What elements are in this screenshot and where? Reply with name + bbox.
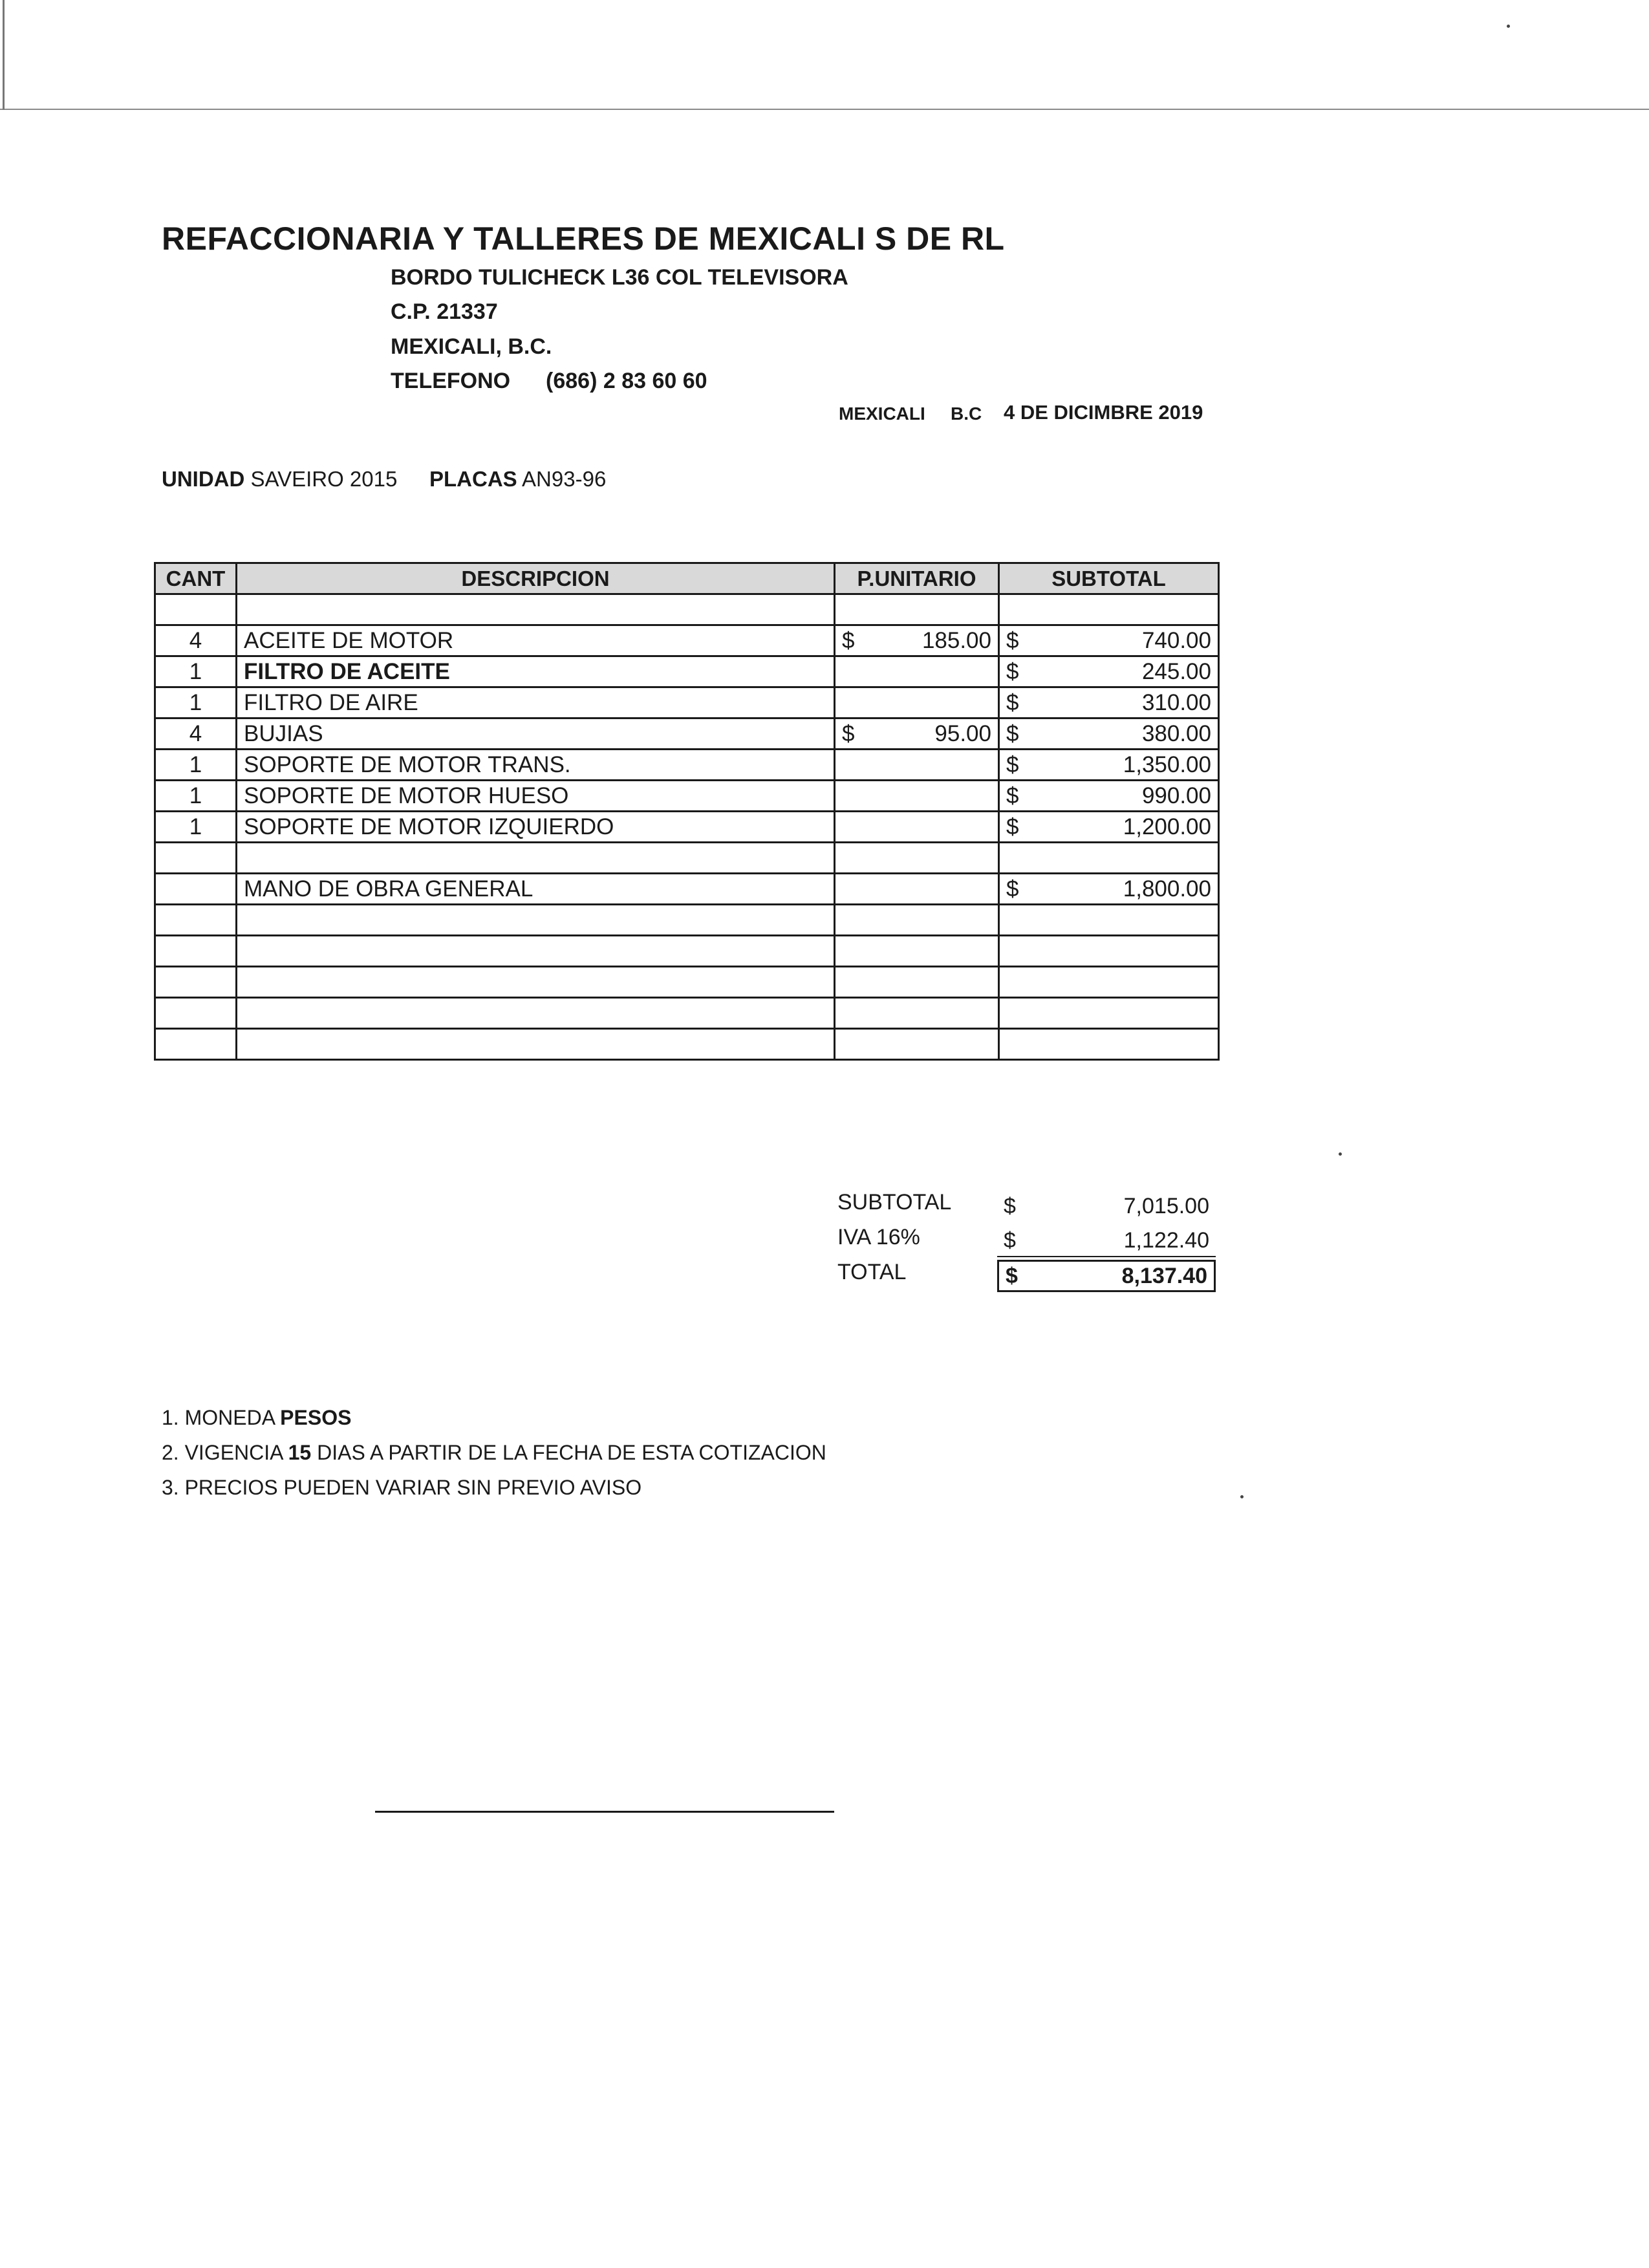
term-validity-suffix: DIAS A PARTIR DE LA FECHA DE ESTA COTIZACION xyxy=(317,1441,826,1464)
item-quantity: 4 xyxy=(155,625,237,656)
plates-label: PLACAS xyxy=(429,467,517,491)
subtotal-value: 7,015.00 xyxy=(1123,1193,1209,1218)
item-description: FILTRO DE AIRE xyxy=(237,687,835,718)
item-subtotal-value: 245.00 xyxy=(1141,658,1211,684)
term-currency-text: 1. MONEDA xyxy=(162,1406,275,1429)
item-unit-price xyxy=(835,874,999,905)
item-description: FILTRO DE ACEITE xyxy=(237,656,835,687)
item-subtotal xyxy=(999,843,1219,874)
item-quantity: 1 xyxy=(155,656,237,687)
table-header-row xyxy=(155,563,1219,594)
item-subtotal-value: 380.00 xyxy=(1141,720,1211,746)
scan-speck xyxy=(1240,1495,1244,1498)
item-unit-price xyxy=(835,812,999,843)
item-unit-price xyxy=(835,750,999,781)
unit-label: UNIDAD xyxy=(162,467,245,491)
phone-number: (686) 2 83 60 60 xyxy=(546,369,707,393)
item-unit-price-value: 95.00 xyxy=(934,720,991,746)
currency-sign: $ xyxy=(1006,814,1019,839)
total-value: 8,137.40 xyxy=(1121,1263,1207,1288)
currency-sign: $ xyxy=(1004,1227,1016,1253)
scan-top-line xyxy=(0,109,1649,110)
subtotal-amount-box xyxy=(997,1190,1216,1222)
term-validity-text: 2. VIGENCIA xyxy=(162,1441,283,1464)
term-currency-value: PESOS xyxy=(280,1406,352,1429)
item-description xyxy=(237,905,835,936)
item-description: SOPORTE DE MOTOR IZQUIERDO xyxy=(237,812,835,843)
table-row xyxy=(155,625,1219,656)
company-city: MEXICALI, B.C. xyxy=(391,334,552,359)
item-subtotal-value: 310.00 xyxy=(1141,689,1211,715)
item-description xyxy=(237,594,835,625)
date-state: B.C xyxy=(951,404,982,424)
header-punitario: P.UNITARIO xyxy=(835,563,999,594)
table-row xyxy=(155,812,1219,843)
item-unit-price xyxy=(835,1029,999,1060)
totals-block xyxy=(834,1190,1216,1295)
iva-value: 1,122.40 xyxy=(1123,1227,1209,1253)
currency-sign: $ xyxy=(1006,658,1019,684)
item-unit-price xyxy=(835,967,999,998)
item-subtotal xyxy=(999,718,1219,750)
currency-sign: $ xyxy=(1006,1263,1018,1288)
table-row xyxy=(155,594,1219,625)
table-row xyxy=(155,781,1219,812)
phone-label: TELEFONO xyxy=(391,369,511,393)
currency-sign: $ xyxy=(1006,751,1019,777)
item-subtotal-value: 1,350.00 xyxy=(1123,751,1211,777)
item-subtotal xyxy=(999,1029,1219,1060)
currency-sign: $ xyxy=(842,627,855,653)
currency-sign: $ xyxy=(1006,627,1019,653)
table-row xyxy=(155,998,1219,1029)
item-unit-price xyxy=(835,625,999,656)
item-description xyxy=(237,967,835,998)
item-unit-price xyxy=(835,905,999,936)
item-subtotal-value: 1,800.00 xyxy=(1123,876,1211,902)
phone-line xyxy=(391,369,707,394)
item-subtotal xyxy=(999,967,1219,998)
subtotal-label: SUBTOTAL xyxy=(837,1190,952,1215)
items-body xyxy=(155,594,1219,1060)
table-row xyxy=(155,967,1219,998)
item-subtotal xyxy=(999,874,1219,905)
currency-sign: $ xyxy=(1006,876,1019,902)
unit-value: SAVEIRO 2015 xyxy=(250,467,398,491)
iva-label: IVA 16% xyxy=(837,1225,920,1249)
item-subtotal xyxy=(999,656,1219,687)
item-unit-price-value: 185.00 xyxy=(921,627,991,653)
company-address: BORDO TULICHECK L36 COL TELEVISORA xyxy=(391,265,848,290)
date-city: MEXICALI xyxy=(839,404,925,424)
plates-line xyxy=(429,467,606,491)
table-row xyxy=(155,718,1219,750)
item-quantity xyxy=(155,594,237,625)
header-cant: CANT xyxy=(155,563,237,594)
table-row xyxy=(155,750,1219,781)
items-table xyxy=(154,562,1220,1061)
item-description xyxy=(237,1029,835,1060)
currency-sign: $ xyxy=(1004,1193,1016,1218)
item-unit-price xyxy=(835,936,999,967)
header-subtotal: SUBTOTAL xyxy=(999,563,1219,594)
item-quantity: 1 xyxy=(155,687,237,718)
item-unit-price xyxy=(835,843,999,874)
item-unit-price xyxy=(835,594,999,625)
currency-sign: $ xyxy=(1006,783,1019,808)
item-subtotal xyxy=(999,812,1219,843)
item-unit-price xyxy=(835,718,999,750)
item-quantity xyxy=(155,998,237,1029)
currency-sign: $ xyxy=(1006,720,1019,746)
item-description: ACEITE DE MOTOR xyxy=(237,625,835,656)
item-subtotal xyxy=(999,625,1219,656)
table-row xyxy=(155,936,1219,967)
item-description: MANO DE OBRA GENERAL xyxy=(237,874,835,905)
item-description: BUJIAS xyxy=(237,718,835,750)
item-description: SOPORTE DE MOTOR TRANS. xyxy=(237,750,835,781)
item-quantity: 1 xyxy=(155,781,237,812)
table-row xyxy=(155,874,1219,905)
item-subtotal xyxy=(999,687,1219,718)
item-unit-price xyxy=(835,781,999,812)
unit-line xyxy=(162,467,397,491)
item-unit-price xyxy=(835,687,999,718)
item-subtotal xyxy=(999,750,1219,781)
table-row xyxy=(155,905,1219,936)
item-quantity xyxy=(155,843,237,874)
table-row xyxy=(155,687,1219,718)
currency-sign: $ xyxy=(842,720,855,746)
item-quantity: 1 xyxy=(155,812,237,843)
terms-list xyxy=(162,1400,826,1505)
item-quantity xyxy=(155,967,237,998)
item-subtotal xyxy=(999,998,1219,1029)
item-description: SOPORTE DE MOTOR HUESO xyxy=(237,781,835,812)
term-prices: 3. PRECIOS PUEDEN VARIAR SIN PREVIO AVISO xyxy=(162,1476,642,1499)
table-row xyxy=(155,843,1219,874)
item-subtotal xyxy=(999,905,1219,936)
item-description xyxy=(237,936,835,967)
term-currency xyxy=(162,1400,826,1435)
item-quantity xyxy=(155,936,237,967)
header-descripcion: DESCRIPCION xyxy=(237,563,835,594)
scan-left-edge xyxy=(3,0,5,110)
item-description xyxy=(237,843,835,874)
table-row xyxy=(155,656,1219,687)
item-quantity: 4 xyxy=(155,718,237,750)
term-validity-days: 15 xyxy=(288,1441,312,1464)
item-quantity xyxy=(155,1029,237,1060)
item-subtotal xyxy=(999,936,1219,967)
currency-sign: $ xyxy=(1006,689,1019,715)
item-quantity: 1 xyxy=(155,750,237,781)
total-label: TOTAL xyxy=(837,1260,907,1284)
item-subtotal-value: 1,200.00 xyxy=(1123,814,1211,839)
scan-speck xyxy=(1507,25,1510,28)
item-subtotal-value: 740.00 xyxy=(1141,627,1211,653)
item-unit-price xyxy=(835,998,999,1029)
iva-amount-box xyxy=(997,1225,1216,1257)
item-quantity xyxy=(155,874,237,905)
signature-line xyxy=(375,1811,834,1813)
item-subtotal-value: 990.00 xyxy=(1141,783,1211,808)
scan-speck xyxy=(1339,1152,1342,1156)
quote-date: 4 DE DICIMBRE 2019 xyxy=(1004,401,1203,424)
total-amount-box xyxy=(997,1260,1216,1292)
item-subtotal xyxy=(999,594,1219,625)
subtotal-row xyxy=(834,1190,1216,1225)
total-row xyxy=(834,1260,1216,1295)
term-validity xyxy=(162,1435,826,1470)
item-description xyxy=(237,998,835,1029)
postal-code: C.P. 21337 xyxy=(391,299,498,324)
item-unit-price xyxy=(835,656,999,687)
item-subtotal xyxy=(999,781,1219,812)
plates-value: AN93-96 xyxy=(522,467,607,491)
iva-row xyxy=(834,1225,1216,1260)
table-row xyxy=(155,1029,1219,1060)
item-quantity xyxy=(155,905,237,936)
company-name: REFACCIONARIA Y TALLERES DE MEXICALI S DE RL xyxy=(162,221,1005,257)
